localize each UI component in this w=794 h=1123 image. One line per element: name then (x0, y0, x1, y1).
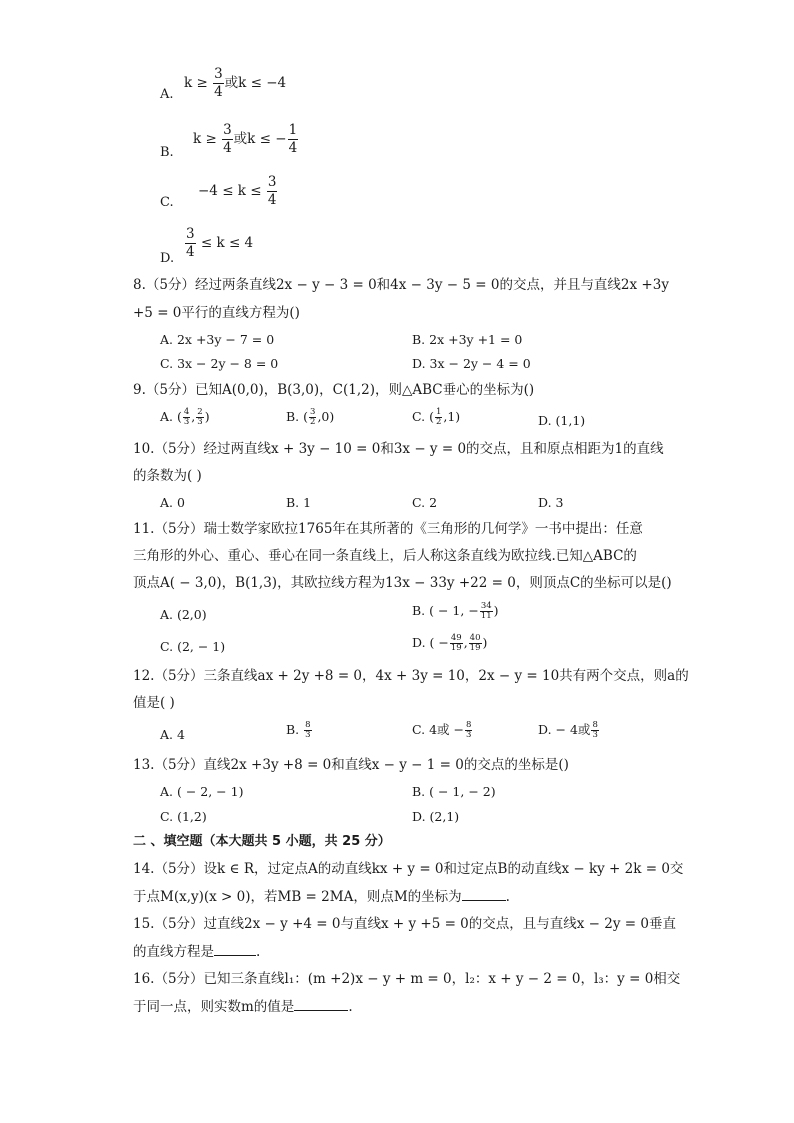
fraction: $\frac{4}{3}$ (183, 407, 190, 427)
section-heading-fill-in: 二 、填空题（本大题共 5 小题，共 25 分） (133, 834, 391, 849)
fraction: $\frac{1}{4}$ (288, 122, 298, 156)
q13-option-d: D. (2,1) (412, 809, 460, 824)
q10-stem-line1: 10.（5分）经过两直线x + 3y − 10 = 0和3x − y = 0的交点，且和原点相距为1的直线 (133, 441, 664, 457)
q8-stem-line2: +5 = 0平行的直线方程为() (133, 305, 300, 321)
q15-stem-line2: 的直线方程是 . (133, 944, 261, 960)
fraction: $\frac{40}{19}$ (469, 633, 481, 653)
q14-stem-line1: 14.（5分）设k ∈ R，过定点A的动直线kx + y = 0和过定点B的动直线x − ky + 2k = 0交 (133, 861, 684, 877)
fraction: $\frac{3}{4}$ (186, 226, 195, 260)
q11-stem-line2: 三角形的外心、重心、垂心在同一条直线上，后人称这条直线为欧拉线.已知△ABC的 (133, 548, 637, 564)
q10-option-d: D. 3 (538, 495, 564, 510)
q15-stem-line1: 15.（5分）过直线2x − y +4 = 0与直线x + y +5 = 0的交点，且与直线x − 2y = 0垂直 (133, 916, 676, 932)
answer-blank (462, 887, 506, 901)
fraction: $\frac{3}{4}$ (267, 174, 277, 208)
q9-option-a: A. ( $\frac{4}{3}$ , $\frac{2}{3}$ ) (160, 407, 210, 427)
q14-stem-line2: 于点M(x,y)(x > 0)，若MB = 2MA，则点M的坐标为 . (133, 889, 510, 905)
q9-stem: 9.（5分）已知A(0,0)，B(3,0)，C(1,2)，则△ABC垂心的坐标为() (133, 382, 535, 398)
q9-option-d: D. (1,1) (538, 413, 586, 428)
q16-stem-line2: 于同一点，则实数m的值是 . (133, 999, 353, 1015)
q8-option-c: C. 3x − 2y − 8 = 0 (160, 356, 279, 371)
q13-option-a: A. ( − 2, − 1) (160, 784, 244, 799)
answer-blank (294, 997, 348, 1011)
fraction: $\frac{8}{3}$ (305, 720, 311, 740)
fraction: $\frac{3}{2}$ (310, 407, 316, 427)
q11-option-d: D. ( − $\frac{49}{19}$ , $\frac{40}{19}$ ) (412, 633, 488, 653)
fraction: $\frac{49}{19}$ (450, 633, 462, 653)
q12-option-b: B. $\frac{8}{3}$ (286, 720, 311, 740)
q8-option-a: A. 2x +3y − 7 = 0 (160, 332, 275, 347)
fraction: $\frac{2}{3}$ (197, 407, 203, 427)
q12-stem-line2: 值是( ) (133, 695, 175, 711)
q13-stem: 13.（5分）直线2x +3y +8 = 0和直线x − y − 1 = 0的交点的坐标是() (133, 757, 569, 773)
q16-stem-line1: 16.（5分）已知三条直线l₁：(m +2)x − y + m = 0，l₂：x + y − 2 = 0，l₃：y = 0相交 (133, 971, 681, 987)
q13-option-b: B. ( − 1, − 2) (412, 784, 496, 799)
fraction: $\frac{8}{3}$ (592, 720, 598, 740)
q12-option-a: A. 4 (160, 727, 185, 742)
q10-option-a: A. 0 (160, 495, 185, 510)
fraction: $\frac{3}{4}$ (223, 122, 232, 156)
q12-stem-line1: 12.（5分）三条直线ax + 2y +8 = 0，4x + 3y = 10，2x − y = 10共有两个交点，则a的 (133, 668, 689, 684)
q12-option-c: C. 4或 − $\frac{8}{3}$ (412, 720, 472, 740)
fraction: $\frac{3}{4}$ (214, 66, 223, 100)
q10-option-c: C. 2 (412, 495, 438, 510)
q11-stem-line3: 顶点A( − 3,0)，B(1,3)，其欧拉线方程为13x − 33y +22 = 0，则顶点C的坐标可以是() (133, 575, 672, 591)
q12-option-d: D. − 4或 $\frac{8}{3}$ (538, 720, 598, 740)
fraction: $\frac{1}{2}$ (435, 407, 442, 427)
q8-option-b: B. 2x +3y +1 = 0 (412, 332, 523, 347)
q10-option-b: B. 1 (286, 495, 312, 510)
exam-page: A. k ≥ $\frac{3}{4}$ 或k ≤ −4 B. k ≥ $\frac{3}{4}$ 或k ≤ − $\frac{1}{4}$ C. −4 ≤ k ≤ $\frac{3}{4}$ D. $\frac{3}{4}$ ≤ k ≤ 4 8.（5分）经过两条直线2x − y − 3 = 0和4x − 3y − 5 = 0的交点，并且与直线2x +3y +5 = 0平行的直线方程为() A. 2x +3y − 7 = 0 B. 2x +3y +1 = 0 C. 3x − 2y − 8 = 0 D. 3x − 2y − 4 = 0 9.（5分）已知A(0,0)，B(3,0)，C(1,2)，则△ABC垂心的坐标为() A. ( $\frac{4}{3}$ , $\frac{2}{3}$ ) B. ( $\frac{3}{2}$ ,0) C. ( $\frac{1}{2}$ ,1) D. (1,1) 10.（5分）经过两直线x + 3y − 10 = 0和3x − y = 0的交点，且和原点相距为1的直线 的条数为( ) A. 0 B. 1 C. 2 D. 3 11.（5分）瑞士数学家欧拉1765年在其所著的《三角形的几何学》一书中提出：任意 三角形的外心、重心、垂心在同一条直线上，后人称这条直线为欧拉线.已知△ABC的 顶点A( − 3,0)，B(1,3)，其欧拉线方程为13x − 33y +22 = 0，则顶点C的坐标可以是() A. (2,0) B. ( − 1, − $\frac{34}{11}$ ) C. (2, − 1) D. ( − $\frac{49}{19}$ , $\frac{40}{19}$ ) 12.（5分）三条直线ax + 2y +8 = 0，4x + 3y = 10，2x − y = 10共有两个交点，则a的 值是( ) A. 4 B. $\frac{8}{3}$ C. 4或 − $\frac{8}{3}$ D. − 4或 $\frac{8}{3}$ 13.（5分）直线2x +3y +8 = 0和直线x − y − 1 = 0的交点的坐标是() A. ( − 2, − 1) B. ( − 1, − 2) C. (1,2) D. (2,1) 二 、填空题（本大题共 5 小题，共 25 分） 14.（5分）设k ∈ R，过定点A的动直线kx + y = 0和过定点B的动直线x − ky + 2k = 0交 于点M(x,y)(x > 0)，若MB = 2MA，则点M的坐标为 . 15.（5分）过直线2x − y +4 = 0与直线x + y +5 = 0的交点，且与直线x − 2y = 0垂直 的直线方程是 . 16.（5分）已知三条直线l₁：(m +2)x − y + m = 0，l₂：x + y − 2 = 0，l₃：y = 0相交 于同一点，则实数m的值是 . (133, 66, 689, 1015)
q11-stem-line1: 11.（5分）瑞士数学家欧拉1765年在其所著的《三角形的几何学》一书中提出：任意 (133, 521, 643, 537)
q11-option-c: C. (2, − 1) (160, 639, 226, 654)
q9-option-c: C. ( $\frac{1}{2}$ ,1) (412, 407, 461, 427)
q11-option-b: B. ( − 1, − $\frac{34}{11}$ ) (412, 601, 499, 621)
q8-stem-line1: 8.（5分）经过两条直线2x − y − 3 = 0和4x − 3y − 5 = 0的交点，并且与直线2x +3y (133, 277, 669, 293)
fraction: $\frac{8}{3}$ (465, 720, 472, 740)
answer-blank (214, 942, 256, 956)
q10-stem-line2: 的条数为( ) (133, 468, 202, 484)
fraction: $\frac{34}{11}$ (480, 601, 492, 621)
q9-option-b: B. ( $\frac{3}{2}$ ,0) (286, 407, 335, 427)
q11-option-a: A. (2,0) (160, 607, 207, 622)
q13-option-c: C. (1,2) (160, 809, 207, 824)
q8-option-d: D. 3x − 2y − 4 = 0 (412, 356, 531, 371)
